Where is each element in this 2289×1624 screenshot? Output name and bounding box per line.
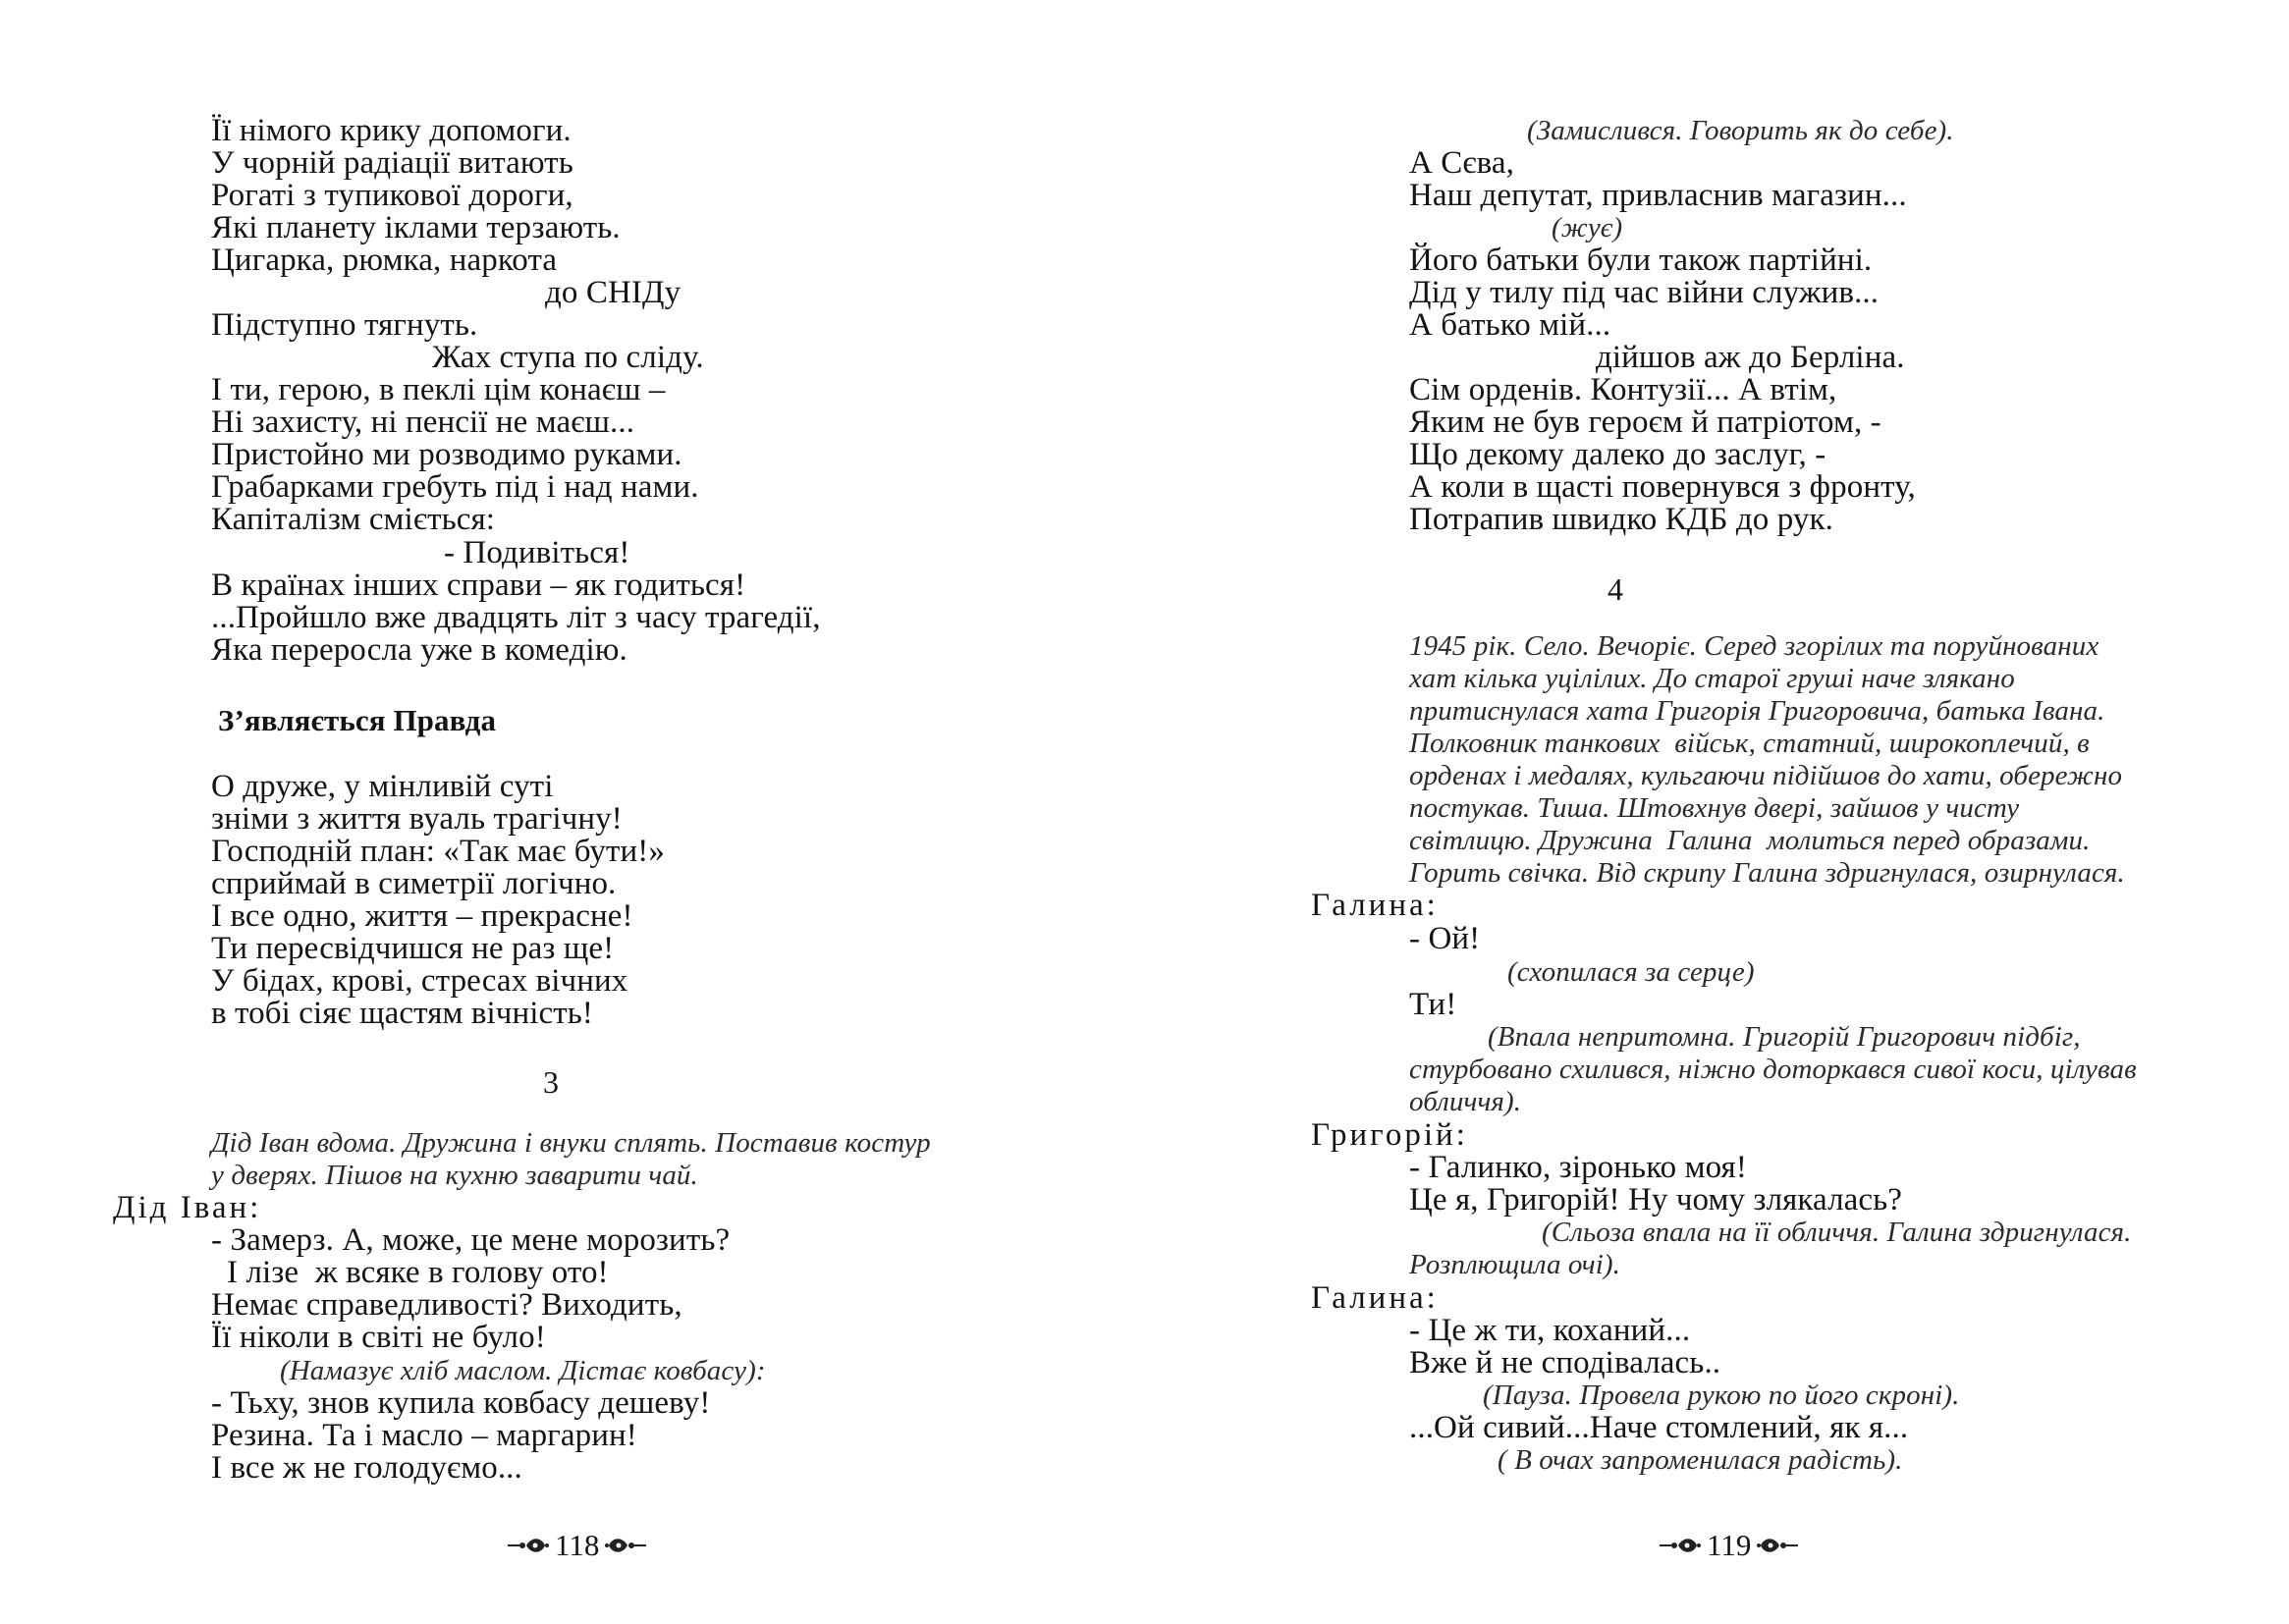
dialogue-line: - Галинко, зіронько моя! bbox=[1409, 1150, 1747, 1185]
dialogue-line: - Ой! bbox=[1409, 921, 1481, 956]
dialogue-line: І лізе ж всяке в голову ото! bbox=[227, 1255, 609, 1290]
page-footer bbox=[508, 1526, 646, 1565]
stage-direction: Дід Іван вдома. Дружина і внуки сплять. Поставив костур bbox=[211, 1127, 931, 1159]
stage-direction: (Намазує хліб маслом. Дістає ковбасу): bbox=[280, 1355, 766, 1386]
verse-line: Жах ступа по сліду. bbox=[432, 340, 704, 375]
verse-line: до СНІДу bbox=[545, 275, 681, 310]
dialogue-line: Вже й не сподівалась.. bbox=[1409, 1345, 1721, 1380]
verse-line: Господній план: «Так має бути!» bbox=[211, 834, 665, 869]
dialogue-line: - Це ж ти, коханий... bbox=[1409, 1313, 1691, 1348]
stage-direction: ( В очах запроменилася радість). bbox=[1498, 1444, 1903, 1476]
dialogue-line: Її ніколи в світі не було! bbox=[211, 1320, 546, 1355]
dialogue-line: А батько мій... bbox=[1409, 307, 1611, 343]
section-heading: З’являється Правда bbox=[218, 703, 497, 737]
dialogue-line: Сім орденів. Контузії... А втім, bbox=[1409, 372, 1837, 407]
dialogue-line: А коли в щасті повернувся з фронту, bbox=[1409, 469, 1916, 505]
stage-direction: (жує) bbox=[1552, 212, 1623, 244]
dialogue-line: Дід у тилу під час війни служив... bbox=[1409, 275, 1880, 310]
dialogue-line: Наш депутат, привласнив магазин... bbox=[1409, 178, 1907, 213]
verse-line: У чорній радіації витають bbox=[211, 145, 573, 181]
floral-ornament-icon bbox=[1757, 1535, 1798, 1556]
speaker-name: Григорій: bbox=[1311, 1117, 1468, 1153]
dialogue-line: Потрапив швидко КДБ до рук. bbox=[1409, 502, 1833, 537]
dialogue-line: Це я, Григорій! Ну чому злякалась? bbox=[1409, 1182, 1903, 1218]
stage-direction: у дверях. Пішов на кухню заварити чай. bbox=[211, 1160, 698, 1191]
dialogue-line: А Сєва, bbox=[1409, 145, 1514, 181]
verse-line: Грабарками гребуть під і над нами. bbox=[211, 469, 699, 505]
verse-line: ...Пройшло вже двадцять літ з часу трагедії, bbox=[211, 600, 821, 635]
verse-line: - Подивіться! bbox=[444, 535, 630, 570]
dialogue-line: - Тьху, знов купила ковбасу дешеву! bbox=[211, 1385, 711, 1421]
verse-line: Яка переросла уже в комедію. bbox=[211, 632, 627, 668]
stage-direction: обличчя). bbox=[1409, 1086, 1522, 1117]
verse-line: Її німого крику допомоги. bbox=[211, 113, 572, 148]
verse-line: Рогаті з тупикової дороги, bbox=[211, 178, 573, 213]
verse-line: О друже, у мінливій суті bbox=[211, 769, 554, 804]
verse-line: Підступно тягнуть. bbox=[211, 307, 478, 343]
verse-line: Пристойно ми розводимо руками. bbox=[211, 437, 682, 472]
verse-line: зніми з життя вуаль трагічну! bbox=[211, 801, 623, 837]
stage-direction: орденах і медалях, кульгаючи підійшов до хати, обережно bbox=[1409, 760, 2123, 791]
floral-ornament-icon bbox=[508, 1535, 549, 1556]
dialogue-line: Немає справедливості? Виходить, bbox=[211, 1287, 682, 1323]
dialogue-line: І все ж не голодуємо... bbox=[211, 1450, 522, 1486]
dialogue-line: Що декому далеко до заслуг, - bbox=[1409, 437, 1826, 472]
speaker-name: Дід Іван: bbox=[113, 1190, 262, 1225]
dialogue-line: дійшов аж до Берліна. bbox=[1596, 340, 1905, 375]
page-number: 118 bbox=[555, 1528, 600, 1562]
page-footer bbox=[1660, 1526, 1798, 1565]
page-number: 119 bbox=[1707, 1528, 1752, 1562]
dialogue-line: Його батьки були також партійні. bbox=[1409, 243, 1873, 278]
verse-line: У бідах, крові, стресах вічних bbox=[211, 963, 628, 999]
dialogue-line: Яким не був героєм й патріотом, - bbox=[1409, 405, 1881, 440]
verse-line: В країнах інших справи – як годиться! bbox=[211, 568, 746, 603]
scene-number: 4 bbox=[1608, 571, 1624, 607]
stage-direction: (Замислився. Говорить як до себе). bbox=[1527, 115, 1954, 146]
stage-direction: стурбовано схилився, ніжно доторкався сивої коси, цілував bbox=[1409, 1054, 2137, 1085]
stage-direction: (схопилася за серце) bbox=[1507, 956, 1755, 988]
stage-direction: хат кілька уцілілих. До старої груші наче злякано bbox=[1409, 663, 2015, 694]
floral-ornament-icon bbox=[1660, 1535, 1701, 1556]
speaker-name: Галина: bbox=[1311, 888, 1439, 923]
stage-direction: Розплющила очі). bbox=[1409, 1249, 1620, 1280]
stage-direction: притиснулася хата Григорія Григоровича, батька Івана. bbox=[1409, 695, 2105, 727]
verse-line: Капіталізм сміється: bbox=[211, 502, 496, 537]
dialogue-line: ...Ой сивий...Наче стомлений, як я... bbox=[1409, 1410, 1909, 1445]
dialogue-line: - Замерз. А, може, це мене морозить? bbox=[211, 1222, 731, 1258]
verse-line: сприймай в симетрії логічно. bbox=[211, 866, 617, 901]
floral-ornament-icon bbox=[605, 1535, 646, 1556]
dialogue-line: Резина. Та і масло – маргарин! bbox=[211, 1418, 637, 1453]
stage-direction: світлицю. Дружина Галина молиться перед образами. bbox=[1409, 825, 2091, 856]
right-page bbox=[1144, 0, 2289, 1624]
stage-direction: Полковник танкових військ, статний, широкоплечий, в bbox=[1409, 728, 2090, 759]
verse-line: Цигарка, рюмка, наркота bbox=[211, 243, 558, 278]
dialogue-line: Ти! bbox=[1409, 987, 1457, 1022]
stage-direction: (Пауза. Провела рукою по його скроні). bbox=[1483, 1380, 1960, 1411]
stage-direction: Горить свічка. Від скрипу Галина здригнулася, озирнулася. bbox=[1409, 857, 2125, 889]
stage-direction: постукав. Тиша. Штовхнув двері, зайшов у чисту bbox=[1409, 792, 2020, 824]
verse-line: Ти пересвідчишся не раз ще! bbox=[211, 931, 615, 966]
scene-number: 3 bbox=[543, 1064, 560, 1100]
stage-direction: (Сльоза впала на її обличчя. Галина здригнулася. bbox=[1542, 1217, 2132, 1248]
left-page bbox=[0, 0, 1144, 1624]
verse-line: Які планету іклами терзають. bbox=[211, 210, 621, 245]
verse-line: І ти, герою, в пеклі цім конаєш – bbox=[211, 372, 666, 407]
speaker-name: Галина: bbox=[1311, 1280, 1439, 1316]
verse-line: в тобі сіяє щастям вічність! bbox=[211, 996, 594, 1031]
verse-line: І все одно, життя – прекрасне! bbox=[211, 898, 633, 934]
stage-direction: (Впала непритомна. Григорій Григорович підбіг, bbox=[1488, 1021, 2081, 1053]
verse-line: Ні захисту, ні пенсії не маєш... bbox=[211, 405, 635, 440]
stage-direction: 1945 рік. Село. Вечоріє. Серед згорілих та поруйнованих bbox=[1409, 630, 2099, 662]
